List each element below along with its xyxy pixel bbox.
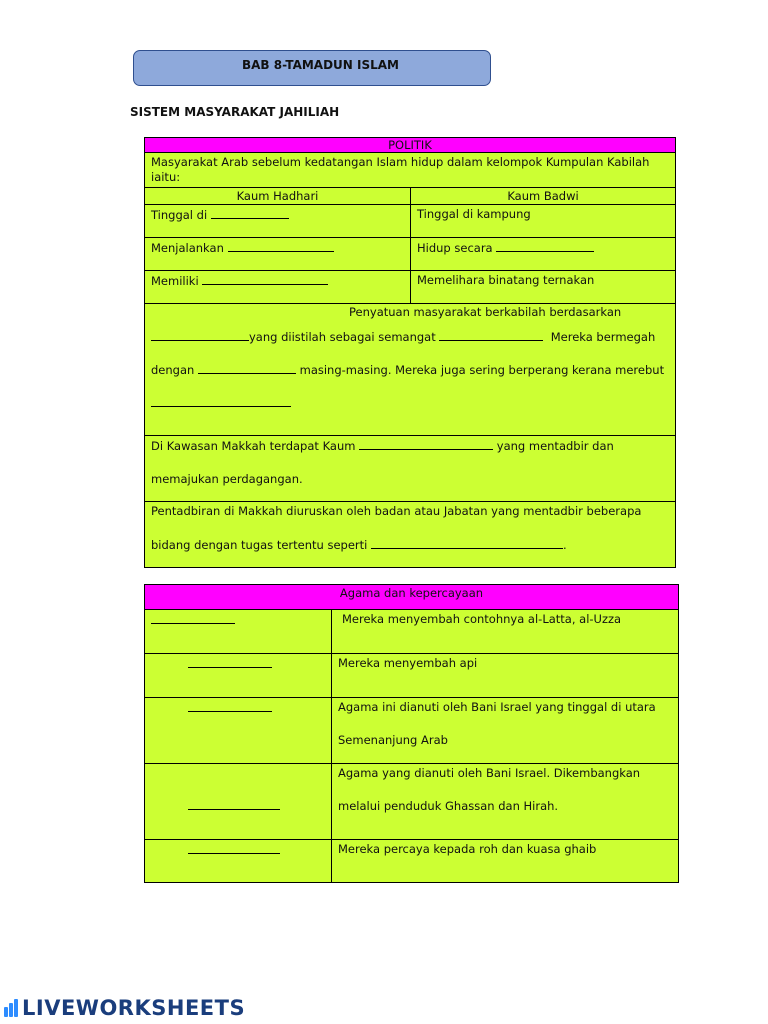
answer-blank-agama-3[interactable] [188, 700, 272, 712]
agama-desc-2: Mereka menyembah api [332, 654, 679, 698]
liveworksheets-brand: LIVEWORKSHEETS [22, 996, 246, 1020]
agama-answer-cell-2 [145, 654, 332, 698]
answer-blank-tugas[interactable] [371, 537, 563, 549]
hadhari-row-3 [145, 271, 411, 304]
answer-blank-semangat[interactable] [439, 329, 543, 341]
hadhari-label-2: Menjalankan [151, 241, 224, 255]
col-hadhari: Kaum Hadhari [145, 188, 411, 205]
paragraph-makkah [145, 436, 676, 502]
answer-blank-hidup[interactable] [496, 240, 594, 252]
answer-blank-agama-2[interactable] [188, 656, 272, 668]
politik-heading: POLITIK [145, 138, 676, 153]
para2-text-a: Di Kawasan Makkah terdapat Kaum [151, 439, 356, 453]
answer-blank-agama-1[interactable] [151, 612, 235, 624]
agama-desc-5: Mereka percaya kepada roh dan kuasa ghaib [332, 840, 679, 883]
agama-answer-cell-1 [145, 610, 332, 654]
para1-text-b: yang diistilah sebagai semangat [249, 330, 436, 344]
answer-blank-menjalankan[interactable] [228, 240, 334, 252]
agama-answer-cell-4 [145, 764, 332, 840]
liveworksheets-logo [4, 996, 245, 1020]
agama-heading: Agama dan kepercayaan [145, 585, 679, 610]
para2-text-c: memajukan perdagangan. [151, 472, 303, 486]
para1-text-e: masing-masing. Mereka juga sering berperang kerana merebut [299, 363, 665, 377]
answer-blank-kaum[interactable] [359, 438, 493, 450]
para3-text-a: Pentadbiran di Makkah diuruskan oleh badan atau Jabatan yang mentadbir beberapa [151, 504, 642, 518]
badwi-label-2: Hidup secara [417, 241, 493, 255]
agama-desc-3-line1: Agama ini dianuti oleh Bani Israel yang tinggal di utara [338, 700, 656, 714]
agama-table [144, 584, 679, 883]
chapter-title: BAB 8-TAMADUN ISLAM [242, 58, 400, 72]
politik-table [144, 137, 676, 568]
answer-blank-bermegah[interactable] [198, 362, 296, 374]
badwi-row-3: Memelihara binatang ternakan [411, 271, 676, 304]
agama-desc-4-line1: Agama yang dianuti oleh Bani Israel. Dikembangkan [338, 766, 641, 780]
hadhari-label-1: Tinggal di [151, 208, 208, 222]
para2-text-b: yang mentadbir dan [496, 439, 614, 453]
badwi-row-2 [411, 238, 676, 271]
agama-desc-1: Mereka menyembah contohnya al-Latta, al-Uzza [332, 610, 679, 654]
hadhari-label-3: Memiliki [151, 274, 199, 288]
liveworksheets-logo-icon [4, 999, 20, 1017]
para1-text-d: dengan [151, 363, 195, 377]
agama-desc-4-line2: melalui penduduk Ghassan dan Hirah. [338, 799, 559, 813]
para3-text-b: bidang dengan tugas tertentu seperti [151, 538, 368, 552]
answer-blank-tinggal[interactable] [211, 207, 289, 219]
answer-blank-merebut[interactable] [151, 395, 291, 407]
hadhari-row-2 [145, 238, 411, 271]
agama-desc-4 [332, 764, 679, 840]
para1-text-c: Mereka bermegah [550, 330, 656, 344]
badwi-row-1: Tinggal di kampung [411, 205, 676, 238]
paragraph-kabilah [145, 304, 676, 436]
answer-blank-asabiyah-basis[interactable] [151, 329, 249, 341]
hadhari-row-1 [145, 205, 411, 238]
answer-blank-memiliki[interactable] [202, 273, 328, 285]
chapter-title-box [133, 50, 491, 86]
agama-desc-3-line2: Semenanjung Arab [338, 733, 448, 747]
col-badwi: Kaum Badwi [411, 188, 676, 205]
section-subtitle: SISTEM MASYARAKAT JAHILIAH [130, 105, 340, 119]
para1-line1: Penyatuan masyarakat berkabilah berdasarkan [349, 305, 622, 319]
answer-blank-agama-4[interactable] [188, 798, 280, 810]
answer-blank-agama-5[interactable] [188, 842, 280, 854]
paragraph-pentadbiran [145, 502, 676, 568]
politik-intro: Masyarakat Arab sebelum kedatangan Islam hidup dalam kelompok Kumpulan Kabilah iaitu: [145, 153, 676, 188]
agama-desc-3 [332, 698, 679, 764]
agama-answer-cell-3 [145, 698, 332, 764]
agama-answer-cell-5 [145, 840, 332, 883]
para3-text-c: . [563, 538, 567, 552]
